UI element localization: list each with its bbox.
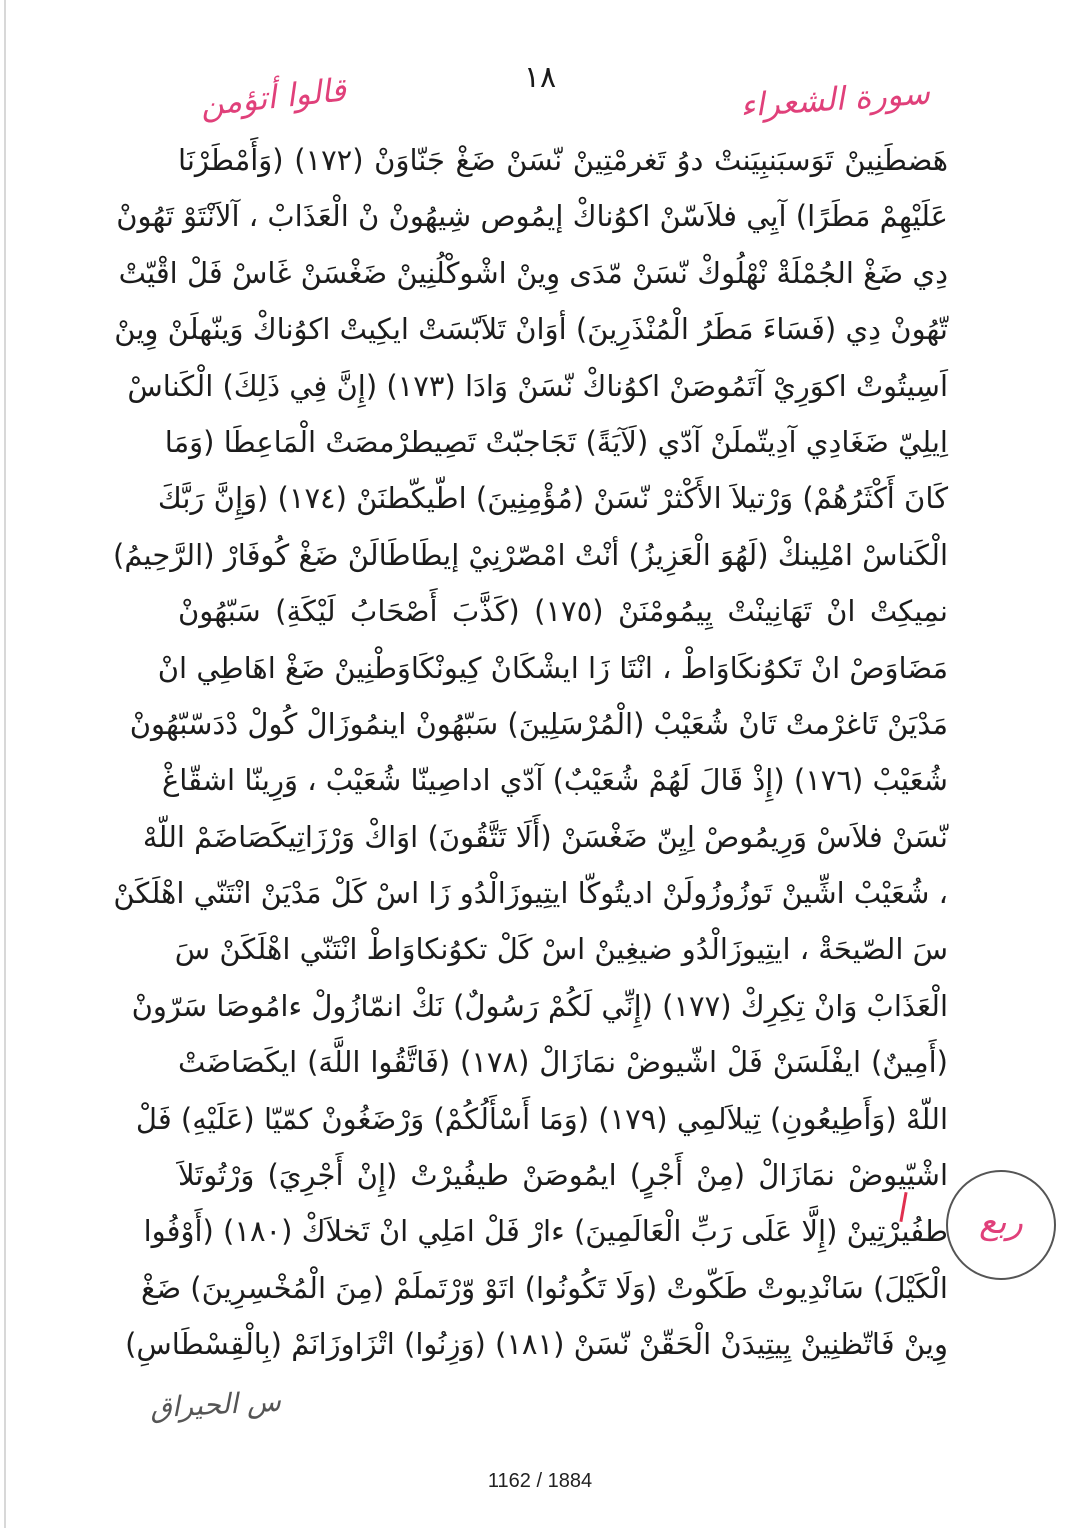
translation-text xyxy=(113,132,949,1373)
page-number: ١٨ xyxy=(523,60,557,95)
page-edge xyxy=(4,0,6,1528)
text-line: نّسَنْ فلاَسْ وَرِيمُوصْ اِيِنّ ضَغْسَنْ (أَلَا تَتَّقُونَ) اوَاكْ وَرْزَاتِيكَصَاضَمْ اللّهْ xyxy=(142,819,948,854)
text-line: طفُيرْتِينْ (إِلَّا عَلَى رَبِّ الْعَالَمِينَ) ءارْ فَلْ امَلِي انْ تَخلاَكْ (١٨٠) (أَوْفُوا xyxy=(143,1214,948,1249)
text-line: (أَمِينٌ) ايفْلَسَنْ فَلْ اشّيوضْ نمَازَالْ (١٧٨) (فَاتَّقُوا اللَّهَ) ايكَصَاضَتْ xyxy=(178,1045,948,1080)
text-line: شُعَيْبْ (١٧٦) (إِذْ قَالَ لَهُمْ شُعَيْبٌ) آدّي اداصِينّا شُعَيْبْ ، وَرِينّا اشقّاغْ xyxy=(161,763,948,798)
text-line: دِي ضَغْ الجُمْلَةْ نْهْلُوكْ نّسَنْ مّدَى وِينْ اشْوكْلُنِينْ ضَغْسَنْ غَاسْ فَلْ اقْيّتْ xyxy=(118,255,948,290)
text-line: وِينْ فَاتّظنِينْ يِيتِيدَنْ الْحَقّنْ نّسَنْ (١٨١) (وَزِنُوا) اتْزَاوزَانَمْ (بِالْقِسْطَاسِ) xyxy=(125,1327,948,1362)
text-line: كَانَ أَكْثَرُهُمْ) وَرْتيلاَ الأَكْثرْ نّسَنْ (مُؤْمِنِينَ) اطّيكّطنَنْ (١٧٤) (وَإِنَّ رَبَّكَ xyxy=(157,481,948,516)
text-line: مَدْيَنْ تَاغرْمتْ تَانْ شُعَيْبْ (الْمُرْسَلِينَ) سَبّهُونْ اينمُوزَالْ كُولْ دْدَسّبّهُونْ xyxy=(129,706,948,741)
handwritten-juz-title: قالوا أتؤمن xyxy=(198,70,348,124)
text-line: الْكَيْلَ) سَانْدِيوتْ طَكّوتْ (وَلَا تَكُونُوا) اتَوْ وّرْتَملَمْ (مِنَ الْمُخْسِرِينَ) ضَغْ xyxy=(141,1270,948,1305)
text-line: عَلَيْهِمْ مَطَرًا) آيِي فلاَسّنْ اكوُناكْ إيمُوص شِيهُونْ نْ الْعَذَابْ ، آلاَنْتَوْ تَهُونْ xyxy=(116,199,948,234)
text-line: اشْيّيوضْ نمَازَالْ (مِنْ أَجْرٍ) ايمُوصَنْ طيفُيرْتْ (إِنْ أَجْرِيَ) وَرْتُوتَلاَ xyxy=(178,1158,948,1193)
text-line: اللّهْ (وَأَطِيعُونِ) تِيلاَلمِي (١٧٩) (وَمَا أَسْأَلُكُمْ) وَرْضَغُونْ كمّيّا (عَلَيْهِ) فَلْ xyxy=(135,1101,948,1136)
text-line: هَضطَنِينْ تَوَسبَنبِيَنتْ دوُ تَغرمْتِينْ نّسَنْ ضَغْ جَنّاوَنْ (١٧٢) (وَأَمْطَرْنَا xyxy=(178,143,949,177)
text-line: الْعَذَابْ وَانْ تِكِرِكْ (١٧٧) (إِنِّي لَكُمْ رَسُولٌ) نَكْ انمّازُولْ ءامُوصَا سَرّونْ xyxy=(131,988,948,1023)
text-line: مَضَاوَصْ انْ تَكوُنكَاوَاطْ ، انْتَا زَا ايشْكَانْ كِيونْكَاوَطْنِينْ ضَغْ اهَاطِي انْ xyxy=(157,650,948,685)
rub-marker-label: ربع xyxy=(979,1202,1023,1242)
text-line: اِيلِيّ ضَغَادِي آدِيتّملَنْ آدّي (لَآيَةً) تَجَاجبّتْ تَصِيطرْمصَتْ الْمَاعِطَا (وَمَا xyxy=(164,424,948,459)
text-line: ، شُعَيْبْ اشِّينْ تَوزُوزُولَنْ اديتُوكّا ايتِيوزَالْدُو زَا اسْ كَلْ مَدْيَنْ انْتَنّي اهْلَكَنْ xyxy=(113,876,948,911)
handwritten-surah-title: سورة الشعراء xyxy=(738,73,932,125)
text-line: سَ الصّيحَةْ ، ايتِيوزَالْدُو ضيغِينْ اسْ كَلْ تكوُنكاوَاطْ انْتَنّي اهْلَكَنْ سَ xyxy=(174,932,948,967)
handwritten-footer-note: س الحيراق xyxy=(149,1384,282,1425)
text-line: الْكَناسْ امْلِينكْ (لَهُوَ الْعَزِيزُ) أنْتْ امْصّرْنِيْ إيطَاطَالَنْ ضَغْ كُوفَارْ (الرَّحِيمُ) xyxy=(113,537,948,572)
text-line: نمِيكِتْ انْ تَهَانِينْتْ يِيمُومْنَنْ (١٧٥) (كَذَّبَ أَصْحَابُ لَيْكَةِ) سَبّهُونْ xyxy=(178,594,949,629)
text-line: اَسِيتُوتْ اكوَرِيْ آتَمُوصَنْ اكوُناكْ نّسَنْ وَادَا (١٧٣) (إِنَّ فِي ذَلِكَ) الْكَناسْ xyxy=(127,368,948,403)
text-line: تّهُونْ دِي (فَسَاءَ مَطَرُ الْمُنْذَرِينَ) أوَانْ تَلاَبّسَتْ ايكِيتْ اكوُناكْ وَينّهلَنْ وِينْ xyxy=(114,312,948,347)
page-counter: 1162 / 1884 xyxy=(487,1470,593,1492)
rub-marker-circle xyxy=(946,1170,1056,1280)
